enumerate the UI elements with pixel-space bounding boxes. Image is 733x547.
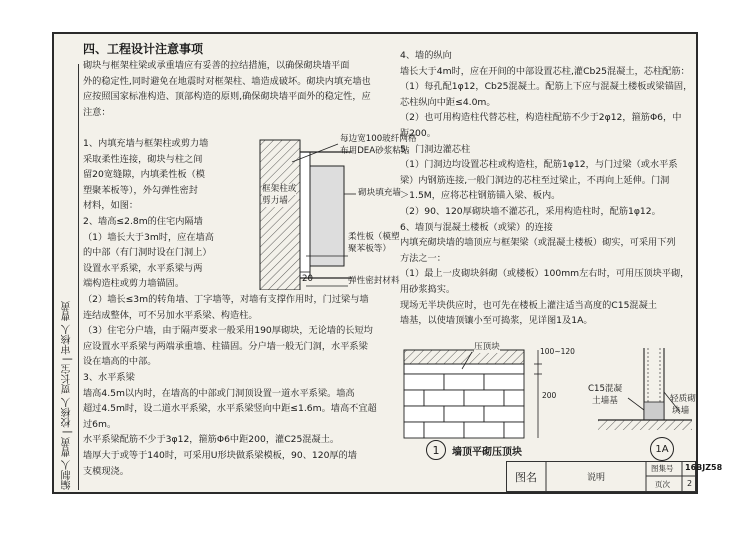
right-line: ＞1.5M，应将芯柱钢筋锚入梁、板内。 xyxy=(400,190,561,202)
wide-line: 水平系梁配筋不少于3φ12，箍筋Φ6中距200，灌C25混凝土。 xyxy=(83,434,340,446)
right-line: 墙基，以使墙顶镶小至可捣浆，见详图1及1A。 xyxy=(400,315,593,327)
mesh-label-1: 每边宽100玻纤网格 xyxy=(340,134,417,144)
narrow-line: （1）墙长大于3m时，应在墙高 xyxy=(83,231,214,243)
right-line: （1）每孔配1φ12，Cb25混凝土。配筋上下应与混凝土楼板或梁锚固， xyxy=(400,81,693,93)
page-label: 页次 xyxy=(655,480,670,489)
c15-label-2: 土墙基 xyxy=(592,396,618,406)
drawing-sheet xyxy=(52,32,723,494)
narrow-line: 1、内填充墙与框架柱或剪力墙 xyxy=(83,138,209,149)
block-wall-shape xyxy=(310,166,344,266)
wide-line: 3、水平系梁 xyxy=(83,371,135,383)
detail-1-marker: 1 xyxy=(426,440,446,460)
coping-block-label: 压顶块 xyxy=(474,342,500,352)
sealant-label: 弹性密封材料 xyxy=(348,276,400,286)
wide-line: 墙厚大于或等于140时，可采用U形块做系梁模板，90、120厚的墙 xyxy=(83,449,357,461)
title-block xyxy=(506,461,723,492)
left-column xyxy=(83,40,395,120)
right-line: （2）90、120厚砌块墙不灌芯孔，采用构造柱时，配筋1φ12。 xyxy=(400,205,661,217)
right-line: （1）门洞边均设置芯柱或构造柱，配筋1φ12，与门过梁（或水平系 xyxy=(400,159,678,171)
narrow-line: 2、墙高≤2.8m的住宅内隔墙 xyxy=(83,215,203,227)
intro-line: 应按照国家标准构造、顶部构造的原则,确保砌块墙平面外的稳定性，应 xyxy=(83,91,371,103)
right-line: 5、门洞边灌芯柱 xyxy=(400,143,471,155)
narrow-line: 塑聚苯板等），外勾弹性密封 xyxy=(83,184,198,196)
concrete-column-shape xyxy=(260,140,300,290)
left-narrow-text xyxy=(83,136,251,292)
wide-line: 应设置水平系梁与两端承重墙、柱锚固。分户墙一般无门洞，水平系梁 xyxy=(83,340,368,352)
title-block-name-label: 图名 xyxy=(515,471,537,484)
gap-dimension: 20 xyxy=(302,274,313,284)
drawing-title: 说明 xyxy=(587,473,606,483)
right-line: 用砂浆捣实。 xyxy=(400,283,456,295)
column-label-2: 剪力墙 xyxy=(262,196,288,206)
wide-line: （3）住宅分户墙，由于隔声要求一般采用190厚砌块，无论墙的长短均 xyxy=(83,325,373,337)
right-line: 距200。 xyxy=(400,127,436,139)
right-column xyxy=(400,48,694,329)
section-heading: 四、工程设计注意事项 xyxy=(83,42,204,56)
detail-1a-marker: 1A xyxy=(650,437,674,461)
joint-detail-drawing xyxy=(252,136,400,290)
wide-line: 支模现浇。 xyxy=(83,465,129,477)
intro-line: 砌块与框架柱梁或承重墙应有妥善的拉结措施，以确保砌块墙平面 xyxy=(83,60,350,71)
wide-line: 超过4.5m时，设二道水平系梁，水平系梁竖向中距≤1.6m。墙高不宜超 xyxy=(83,403,377,415)
right-line: （1）最上一皮砌块斜砌（或楼板）100mm左右时，可用压顶块平砌， xyxy=(400,268,690,280)
wide-line: 设在墙高的中部。 xyxy=(83,356,157,368)
flexible-board-shape xyxy=(300,152,310,278)
narrow-line: 的中部（有门洞时设在门洞上） xyxy=(83,247,212,259)
intro-line: 外的稳定性,同时避免在地震时对框架柱、墙造成破坏。砌块内填充墙也 xyxy=(83,75,371,87)
wide-line: 连结成整体，可不另加水平系梁、构造柱。 xyxy=(83,309,258,321)
block-wall-label: 砌块填充墙 xyxy=(358,188,401,198)
right-line: （2）也可用构造柱代替芯柱，构造柱配筋不少于2φ12，箍筋Φ6，中 xyxy=(400,112,682,124)
joint-detail-figure xyxy=(252,134,417,290)
narrow-line: 留20宽缝隙，内填柔性板（模 xyxy=(83,169,205,181)
narrow-line: 采取柔性连接，砌块与柱之间 xyxy=(83,153,203,165)
signature-strip xyxy=(58,64,79,490)
narrow-line: 材料，如图： xyxy=(83,200,139,212)
detail-1a-figure xyxy=(588,346,696,432)
dim-block: 200 xyxy=(542,391,557,400)
wide-line: 过6m。 xyxy=(83,418,117,430)
atlas-number: 16BJZ58 xyxy=(685,463,723,472)
dim-coping: 100~120 xyxy=(540,347,575,356)
atlas-number-label: 图集号 xyxy=(651,464,674,473)
right-line: 墙长大于4m时，应在开间的中部设置芯柱,灌Cb25混凝土，芯柱配筋： xyxy=(400,65,690,77)
intro-line: 注意： xyxy=(83,106,111,118)
wide-line: （2）墙长≤3m的转角墙、丁字墙等，对墙有支撑作用时，门过梁与墙 xyxy=(83,294,369,305)
right-line: 6、墙顶与混凝土楼板（或梁）的连接 xyxy=(400,221,553,233)
right-line: 现场无半块供应时，也可先在楼板上灌注适当高度的C15混凝土 xyxy=(400,299,657,311)
board-label-2: 聚苯板等） xyxy=(348,244,391,254)
right-line: 梁）内钢筋连接,一般门洞边的芯柱至过梁止，不再向上延伸。门洞 xyxy=(400,174,670,186)
right-line: 4、墙的纵向 xyxy=(400,50,452,61)
left-wide-text xyxy=(83,292,395,479)
light-block-label-2: 块墙 xyxy=(672,406,690,416)
c15-label-1: C15混凝 xyxy=(588,384,623,394)
detail-1-caption: 墙顶平砌压顶块 xyxy=(452,447,522,458)
narrow-line: 端构造柱或剪力墙锚固。 xyxy=(83,278,185,290)
light-block-label-1: 轻质砌 xyxy=(670,394,696,404)
mesh-label-2: 布用DEA砂浆粘贴 xyxy=(340,146,410,156)
right-line: 内填充砌块墙的墙顶应与框架梁（或混凝土楼板）砌实，可采用下列 xyxy=(400,237,676,249)
right-line: 方法之一： xyxy=(400,252,446,264)
right-line: 芯柱纵向中距≤4.0m。 xyxy=(400,96,496,108)
column-label-1: 框架柱或 xyxy=(262,184,297,194)
narrow-line: 设置水平系梁，水平系梁与两 xyxy=(83,262,203,274)
wide-line: 墙高4.5m以内时，在墙高的中部或门洞顶设置一道水平系梁。墙高 xyxy=(83,387,355,399)
board-label-1: 柔性板（模塑 xyxy=(348,232,400,242)
page-number: 2 xyxy=(687,479,693,488)
signature-strip-text: 编制人 曹黄 | 校核人 贾长宝 | 审核人 曹黄 xyxy=(62,301,73,490)
